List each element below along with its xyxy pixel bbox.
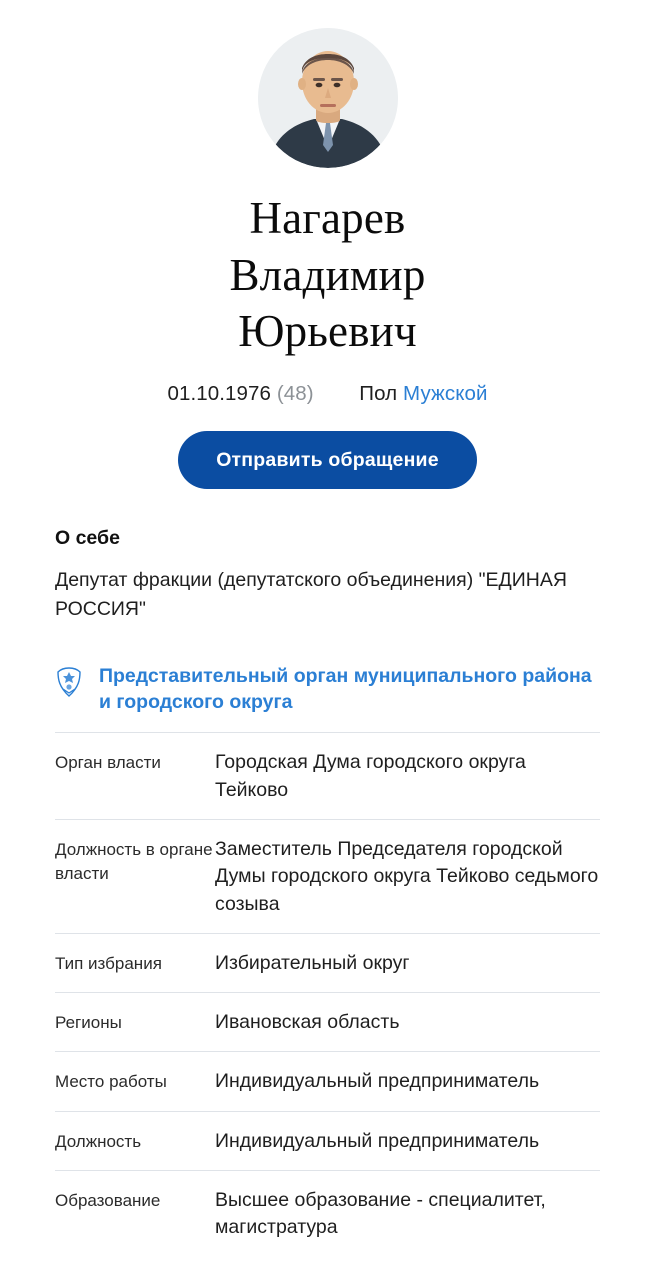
gender-value[interactable]: Мужской bbox=[403, 382, 488, 406]
table-row bbox=[55, 1111, 600, 1170]
row-key: Орган власти bbox=[55, 753, 161, 773]
row-key: Должность bbox=[55, 1131, 142, 1151]
row-key: Место работы bbox=[55, 1072, 167, 1092]
about-title: О себе bbox=[55, 527, 120, 550]
table-row bbox=[55, 992, 600, 1051]
table-row bbox=[55, 1051, 600, 1110]
details-table bbox=[55, 732, 600, 1256]
avatar bbox=[258, 28, 398, 168]
row-value: Городская Дума городского округа Тейково bbox=[215, 751, 526, 801]
row-key: Тип избрания bbox=[55, 953, 162, 973]
avatar-container bbox=[55, 0, 600, 168]
organ-label[interactable]: Представительный орган муниципального района и городского округа bbox=[99, 664, 592, 714]
coat-of-arms-icon bbox=[55, 667, 83, 697]
name-line-2: Владимир bbox=[229, 249, 426, 300]
page-title bbox=[55, 190, 600, 360]
table-row bbox=[55, 933, 600, 992]
row-value: Заместитель Председателя городской Думы городского округа Тейково седьмого созыва bbox=[215, 837, 599, 915]
age: (48) bbox=[276, 382, 314, 406]
cta-container bbox=[55, 431, 600, 489]
table-row bbox=[55, 732, 600, 819]
row-value: Индивидуальный предприниматель bbox=[215, 1129, 540, 1152]
row-value: Высшее образование - специалитет, магистратура bbox=[215, 1189, 546, 1239]
profile-meta bbox=[55, 382, 600, 406]
name-line-1: Нагарев bbox=[249, 193, 406, 243]
send-appeal-button[interactable]: Отправить обращение bbox=[178, 431, 477, 489]
table-row bbox=[55, 819, 600, 933]
row-value: Индивидуальный предприниматель bbox=[215, 1070, 540, 1093]
row-value: Ивановская область bbox=[215, 1011, 400, 1034]
row-key: Образование bbox=[55, 1191, 161, 1211]
gender-label: Пол bbox=[359, 382, 398, 406]
row-key: Регионы bbox=[55, 1013, 122, 1033]
birth-date: 01.10.1976 bbox=[167, 382, 272, 406]
organ-block[interactable] bbox=[55, 663, 600, 717]
row-value: Избирательный округ bbox=[215, 951, 410, 974]
person-photo-icon bbox=[258, 28, 398, 168]
table-row bbox=[55, 1170, 600, 1257]
about-text: Депутат фракции (депутатского объединения) "ЕДИНАЯ РОССИЯ" bbox=[55, 569, 567, 621]
row-key: Должность в органе власти bbox=[55, 839, 213, 883]
name-line-3: Юрьевич bbox=[238, 306, 417, 357]
